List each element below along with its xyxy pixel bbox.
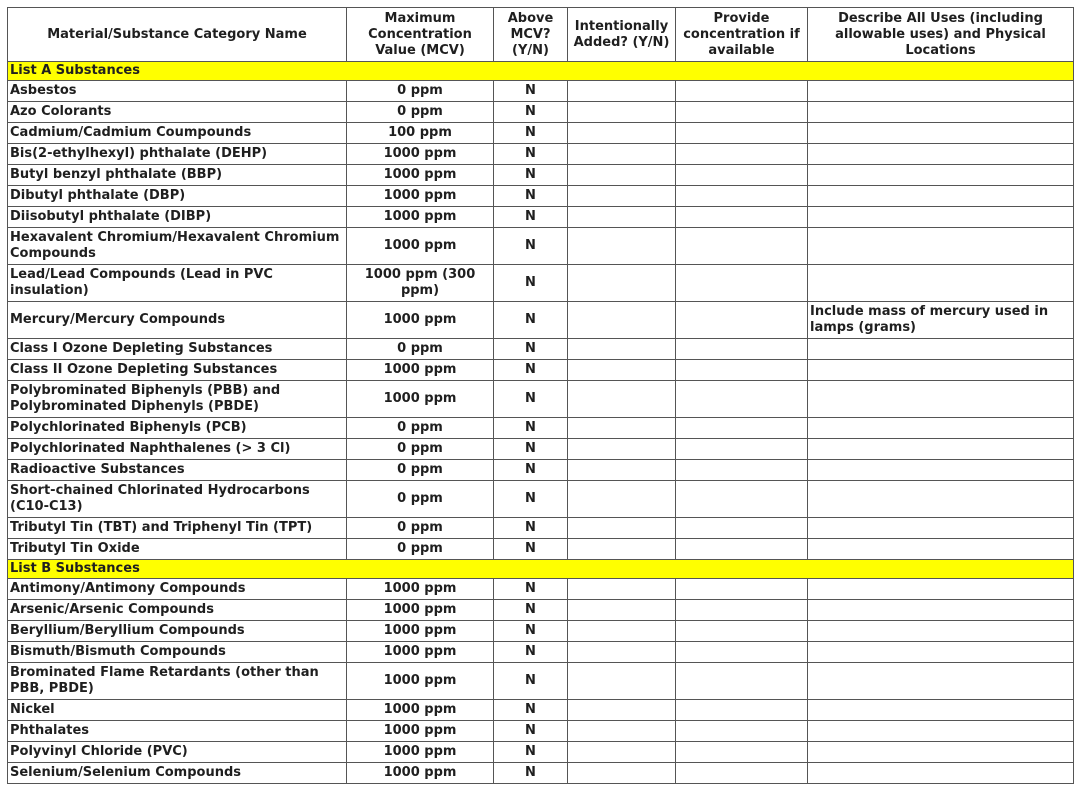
header-row xyxy=(8,8,1074,62)
uses-cell[interactable]: Include mass of mercury used in lamps (grams) xyxy=(808,302,1074,339)
mcv-value: 1000 ppm xyxy=(347,186,494,207)
concentration-cell[interactable] xyxy=(676,265,808,302)
section-row-list-b xyxy=(8,560,1074,579)
concentration-cell[interactable] xyxy=(676,579,808,600)
uses-cell[interactable] xyxy=(808,339,1074,360)
concentration-cell[interactable] xyxy=(676,228,808,265)
concentration-cell[interactable] xyxy=(676,742,808,763)
above-mcv-value: N xyxy=(494,265,568,302)
intentionally-added-cell[interactable] xyxy=(568,742,676,763)
uses-cell[interactable] xyxy=(808,186,1074,207)
above-mcv-value: N xyxy=(494,763,568,784)
above-mcv-value: N xyxy=(494,102,568,123)
table-row xyxy=(8,302,1074,339)
intentionally-added-cell[interactable] xyxy=(568,381,676,418)
intentionally-added-cell[interactable] xyxy=(568,460,676,481)
intentionally-added-cell[interactable] xyxy=(568,228,676,265)
intentionally-added-cell[interactable] xyxy=(568,165,676,186)
header-concentration: Provide concentration if available xyxy=(676,8,808,62)
mcv-value: 1000 ppm xyxy=(347,721,494,742)
above-mcv-value: N xyxy=(494,579,568,600)
substance-name: Asbestos xyxy=(8,81,347,102)
uses-cell[interactable] xyxy=(808,763,1074,784)
mcv-value: 1000 ppm xyxy=(347,700,494,721)
above-mcv-value: N xyxy=(494,81,568,102)
intentionally-added-cell[interactable] xyxy=(568,439,676,460)
concentration-cell[interactable] xyxy=(676,460,808,481)
above-mcv-value: N xyxy=(494,600,568,621)
substance-name: Tributyl Tin Oxide xyxy=(8,539,347,560)
substance-name: Radioactive Substances xyxy=(8,460,347,481)
concentration-cell[interactable] xyxy=(676,144,808,165)
concentration-cell[interactable] xyxy=(676,518,808,539)
header-mcv: Maximum Concentration Value (MCV) xyxy=(347,8,494,62)
above-mcv-value: N xyxy=(494,418,568,439)
above-mcv-value: N xyxy=(494,642,568,663)
uses-cell[interactable] xyxy=(808,144,1074,165)
substance-name: Bis(2-ethylhexyl) phthalate (DEHP) xyxy=(8,144,347,165)
substance-name: Polychlorinated Biphenyls (PCB) xyxy=(8,418,347,439)
table-row xyxy=(8,144,1074,165)
intentionally-added-cell[interactable] xyxy=(568,600,676,621)
uses-cell[interactable] xyxy=(808,265,1074,302)
substance-name: Butyl benzyl phthalate (BBP) xyxy=(8,165,347,186)
uses-cell[interactable] xyxy=(808,102,1074,123)
above-mcv-value: N xyxy=(494,123,568,144)
uses-cell[interactable] xyxy=(808,539,1074,560)
substance-name: Hexavalent Chromium/Hexavalent Chromium Compounds xyxy=(8,228,347,265)
table-row xyxy=(8,381,1074,418)
concentration-cell[interactable] xyxy=(676,600,808,621)
substance-name: Class II Ozone Depleting Substances xyxy=(8,360,347,381)
uses-cell[interactable] xyxy=(808,439,1074,460)
header-uses: Describe All Uses (including allowable uses) and Physical Locations xyxy=(808,8,1074,62)
above-mcv-value: N xyxy=(494,302,568,339)
table-row xyxy=(8,439,1074,460)
mcv-value: 1000 ppm (300 ppm) xyxy=(347,265,494,302)
uses-cell[interactable] xyxy=(808,418,1074,439)
concentration-cell[interactable] xyxy=(676,381,808,418)
substance-name: Lead/Lead Compounds (Lead in PVC insulation) xyxy=(8,265,347,302)
intentionally-added-cell[interactable] xyxy=(568,700,676,721)
concentration-cell[interactable] xyxy=(676,207,808,228)
above-mcv-value: N xyxy=(494,721,568,742)
uses-cell[interactable] xyxy=(808,481,1074,518)
table-row xyxy=(8,228,1074,265)
table-row xyxy=(8,663,1074,700)
mcv-value: 1000 ppm xyxy=(347,642,494,663)
concentration-cell[interactable] xyxy=(676,123,808,144)
substance-name: Selenium/Selenium Compounds xyxy=(8,763,347,784)
above-mcv-value: N xyxy=(494,481,568,518)
table-row xyxy=(8,165,1074,186)
header-name: Material/Substance Category Name xyxy=(8,8,347,62)
mcv-value: 0 ppm xyxy=(347,539,494,560)
above-mcv-value: N xyxy=(494,144,568,165)
concentration-cell[interactable] xyxy=(676,81,808,102)
mcv-value: 0 ppm xyxy=(347,81,494,102)
substance-name: Cadmium/Cadmium Coumpounds xyxy=(8,123,347,144)
mcv-value: 0 ppm xyxy=(347,102,494,123)
mcv-value: 1000 ppm xyxy=(347,579,494,600)
concentration-cell[interactable] xyxy=(676,539,808,560)
mcv-value: 0 ppm xyxy=(347,481,494,518)
mcv-value: 1000 ppm xyxy=(347,621,494,642)
concentration-cell[interactable] xyxy=(676,418,808,439)
table-row xyxy=(8,102,1074,123)
above-mcv-value: N xyxy=(494,742,568,763)
above-mcv-value: N xyxy=(494,186,568,207)
concentration-cell[interactable] xyxy=(676,339,808,360)
uses-cell[interactable] xyxy=(808,518,1074,539)
intentionally-added-cell[interactable] xyxy=(568,539,676,560)
substance-name: Antimony/Antimony Compounds xyxy=(8,579,347,600)
table-row xyxy=(8,265,1074,302)
concentration-cell[interactable] xyxy=(676,763,808,784)
table-row xyxy=(8,339,1074,360)
mcv-value: 1000 ppm xyxy=(347,165,494,186)
above-mcv-value: N xyxy=(494,360,568,381)
substance-name: Nickel xyxy=(8,700,347,721)
substance-name: Polychlorinated Naphthalenes (> 3 Cl) xyxy=(8,439,347,460)
uses-cell[interactable] xyxy=(808,165,1074,186)
substance-name: Azo Colorants xyxy=(8,102,347,123)
uses-cell[interactable] xyxy=(808,663,1074,700)
table-row xyxy=(8,460,1074,481)
intentionally-added-cell[interactable] xyxy=(568,144,676,165)
mcv-value: 1000 ppm xyxy=(347,144,494,165)
mcv-value: 0 ppm xyxy=(347,518,494,539)
substance-name: Polyvinyl Chloride (PVC) xyxy=(8,742,347,763)
table-row xyxy=(8,418,1074,439)
substance-name: Beryllium/Beryllium Compounds xyxy=(8,621,347,642)
mcv-value: 1000 ppm xyxy=(347,228,494,265)
substance-name: Bismuth/Bismuth Compounds xyxy=(8,642,347,663)
table-row xyxy=(8,123,1074,144)
concentration-cell[interactable] xyxy=(676,481,808,518)
mcv-value: 100 ppm xyxy=(347,123,494,144)
intentionally-added-cell[interactable] xyxy=(568,418,676,439)
mcv-value: 1000 ppm xyxy=(347,600,494,621)
substance-name: Mercury/Mercury Compounds xyxy=(8,302,347,339)
intentionally-added-cell[interactable] xyxy=(568,339,676,360)
substance-name: Brominated Flame Retardants (other than PBB, PBDE) xyxy=(8,663,347,700)
table-row xyxy=(8,186,1074,207)
substance-name: Tributyl Tin (TBT) and Triphenyl Tin (TPT) xyxy=(8,518,347,539)
uses-cell[interactable] xyxy=(808,700,1074,721)
header-above-mcv: Above MCV? (Y/N) xyxy=(494,8,568,62)
substance-name: Dibutyl phthalate (DBP) xyxy=(8,186,347,207)
intentionally-added-cell[interactable] xyxy=(568,207,676,228)
uses-cell[interactable] xyxy=(808,579,1074,600)
table-row xyxy=(8,621,1074,642)
mcv-value: 1000 ppm xyxy=(347,360,494,381)
substance-declaration-table xyxy=(7,7,1074,784)
concentration-cell[interactable] xyxy=(676,102,808,123)
table-body xyxy=(8,62,1074,784)
above-mcv-value: N xyxy=(494,539,568,560)
intentionally-added-cell[interactable] xyxy=(568,642,676,663)
concentration-cell[interactable] xyxy=(676,700,808,721)
concentration-cell[interactable] xyxy=(676,721,808,742)
table-row xyxy=(8,742,1074,763)
table-row xyxy=(8,600,1074,621)
mcv-value: 0 ppm xyxy=(347,418,494,439)
concentration-cell[interactable] xyxy=(676,302,808,339)
intentionally-added-cell[interactable] xyxy=(568,518,676,539)
intentionally-added-cell[interactable] xyxy=(568,302,676,339)
substance-name: Polybrominated Biphenyls (PBB) and Polybrominated Diphenyls (PBDE) xyxy=(8,381,347,418)
concentration-cell[interactable] xyxy=(676,186,808,207)
uses-cell[interactable] xyxy=(808,600,1074,621)
mcv-value: 1000 ppm xyxy=(347,302,494,339)
above-mcv-value: N xyxy=(494,663,568,700)
uses-cell[interactable] xyxy=(808,742,1074,763)
substance-name: Short-chained Chlorinated Hydrocarbons (C10-C13) xyxy=(8,481,347,518)
above-mcv-value: N xyxy=(494,621,568,642)
uses-cell[interactable] xyxy=(808,81,1074,102)
mcv-value: 0 ppm xyxy=(347,439,494,460)
intentionally-added-cell[interactable] xyxy=(568,721,676,742)
concentration-cell[interactable] xyxy=(676,663,808,700)
concentration-cell[interactable] xyxy=(676,360,808,381)
table-row xyxy=(8,207,1074,228)
intentionally-added-cell[interactable] xyxy=(568,81,676,102)
mcv-value: 1000 ppm xyxy=(347,763,494,784)
above-mcv-value: N xyxy=(494,339,568,360)
table-row xyxy=(8,700,1074,721)
substance-name: Class I Ozone Depleting Substances xyxy=(8,339,347,360)
uses-cell[interactable] xyxy=(808,207,1074,228)
table-row xyxy=(8,539,1074,560)
uses-cell[interactable] xyxy=(808,621,1074,642)
table-row xyxy=(8,481,1074,518)
above-mcv-value: N xyxy=(494,518,568,539)
above-mcv-value: N xyxy=(494,700,568,721)
intentionally-added-cell[interactable] xyxy=(568,265,676,302)
concentration-cell[interactable] xyxy=(676,439,808,460)
concentration-cell[interactable] xyxy=(676,642,808,663)
above-mcv-value: N xyxy=(494,460,568,481)
intentionally-added-cell[interactable] xyxy=(568,663,676,700)
table-row xyxy=(8,360,1074,381)
substance-name: Phthalates xyxy=(8,721,347,742)
uses-cell[interactable] xyxy=(808,381,1074,418)
table-row xyxy=(8,579,1074,600)
above-mcv-value: N xyxy=(494,228,568,265)
concentration-cell[interactable] xyxy=(676,621,808,642)
concentration-cell[interactable] xyxy=(676,165,808,186)
uses-cell[interactable] xyxy=(808,228,1074,265)
intentionally-added-cell[interactable] xyxy=(568,763,676,784)
mcv-value: 1000 ppm xyxy=(347,381,494,418)
table-row xyxy=(8,721,1074,742)
header-intentionally-added: Intentionally Added? (Y/N) xyxy=(568,8,676,62)
intentionally-added-cell[interactable] xyxy=(568,186,676,207)
above-mcv-value: N xyxy=(494,381,568,418)
uses-cell[interactable] xyxy=(808,642,1074,663)
section-title: List B Substances xyxy=(8,560,1074,579)
mcv-value: 1000 ppm xyxy=(347,742,494,763)
intentionally-added-cell[interactable] xyxy=(568,481,676,518)
intentionally-added-cell[interactable] xyxy=(568,579,676,600)
intentionally-added-cell[interactable] xyxy=(568,621,676,642)
table-row xyxy=(8,642,1074,663)
table-row xyxy=(8,81,1074,102)
above-mcv-value: N xyxy=(494,439,568,460)
intentionally-added-cell[interactable] xyxy=(568,360,676,381)
uses-cell[interactable] xyxy=(808,360,1074,381)
section-row-list-a xyxy=(8,62,1074,81)
mcv-value: 1000 ppm xyxy=(347,663,494,700)
table-row xyxy=(8,518,1074,539)
table-row xyxy=(8,763,1074,784)
intentionally-added-cell[interactable] xyxy=(568,123,676,144)
substance-name: Arsenic/Arsenic Compounds xyxy=(8,600,347,621)
mcv-value: 0 ppm xyxy=(347,460,494,481)
section-title: List A Substances xyxy=(8,62,1074,81)
above-mcv-value: N xyxy=(494,165,568,186)
mcv-value: 1000 ppm xyxy=(347,207,494,228)
uses-cell[interactable] xyxy=(808,721,1074,742)
above-mcv-value: N xyxy=(494,207,568,228)
uses-cell[interactable] xyxy=(808,460,1074,481)
substance-name: Diisobutyl phthalate (DIBP) xyxy=(8,207,347,228)
uses-cell[interactable] xyxy=(808,123,1074,144)
intentionally-added-cell[interactable] xyxy=(568,102,676,123)
mcv-value: 0 ppm xyxy=(347,339,494,360)
